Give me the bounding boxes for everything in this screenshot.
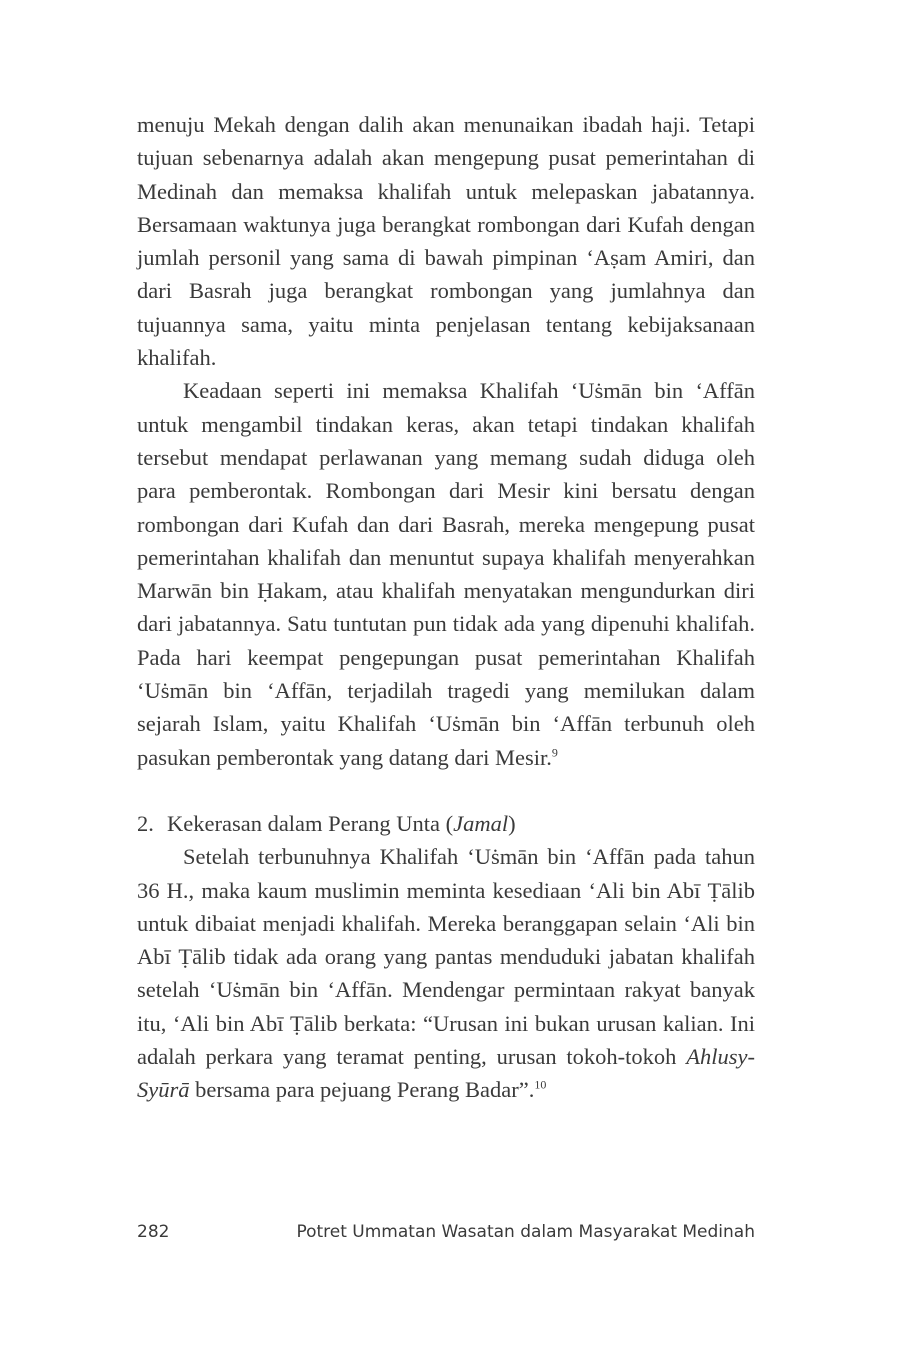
section-heading-close: )	[508, 810, 516, 836]
section-heading	[137, 807, 755, 840]
section-heading-text: Kekerasan dalam Perang Unta (	[167, 810, 454, 836]
paragraph-2-text: Keadaan seperti ini memaksa Khalifah ‘Uṡmān bin ‘Affān untuk mengambil tindakan keras, akan tetapi tindakan khalifah tersebut mendapat perlawanan yang memang sudah diduga oleh para pemberontak. Rombongan dari Mesir kini bersatu dengan rombongan dari Kufah dan dari Basrah, mereka mengepung pusat pemerintahan khalifah dan menuntut supaya khalifah menyerahkan Marwān bin Ḥakam, atau khalifah menyatakan mengundurkan diri dari jabatannya. Satu tuntutan pun tidak ada yang dipenuhi khalifah. Pada hari keempat pengepungan pusat pemerintahan Khalifah ‘Uṡmān bin ‘Affān, terjadilah tragedi yang memilukan dalam sejarah Islam, yaitu Khalifah ‘Uṡmān bin ‘Affān terbunuh oleh pasukan pemberontak yang datang dari Mesir.	[137, 378, 755, 770]
page-number: 282	[137, 1222, 170, 1242]
paragraph-3-italic-term: Ahlusy-Syūrā	[137, 1044, 755, 1103]
paragraph-1	[137, 108, 755, 374]
paragraph-2	[137, 374, 755, 774]
paragraph-3-text-a: Setelah terbunuhnya Khalifah ‘Uṡmān bin ‘Affān pada tahun 36 H., maka kaum muslimin meminta kesediaan ‘Ali bin Abī Ṭālib untuk dibaiat menjadi khalifah. Mereka beranggapan selain ‘Ali bin Abī Ṭālib tidak ada orang yang pantas menduduki jabatan khalifah setelah ‘Uṡmān bin ‘Affān. Mendengar permintaan rakyat banyak itu, ‘Ali bin Abī Ṭālib berkata: “Urusan ini bukan urusan kalian. Ini adalah perkara yang teramat penting, urusan tokoh-tokoh	[137, 844, 755, 1070]
paragraph-1-text: menuju Mekah dengan dalih akan menunaikan ibadah haji. Tetapi tujuan sebenarnya adalah akan mengepung pusat pemerintahan di Medinah dan memaksa khalifah untuk melepaskan jabatannya. Bersamaan waktunya juga berangkat rombongan dari Kufah dengan jumlah personil yang sama di bawah pimpinan ‘Aṣam Amiri, dan dari Basrah juga berangkat rombongan yang jumlahnya dan tujuannya sama, yaitu minta penjelasan tentang kebijaksanaan khalifah.	[137, 112, 755, 371]
running-title: Potret Ummatan Wasatan dalam Masyarakat Medinah	[296, 1222, 755, 1242]
footnote-ref-9: 9	[551, 745, 558, 760]
footnote-ref-10: 10	[534, 1077, 547, 1092]
paragraph-3	[137, 840, 755, 1106]
section-heading-italic: Jamal	[453, 810, 509, 836]
paragraph-3-text-b: bersama para pejuang Perang Badar”.	[189, 1077, 535, 1103]
page-body	[137, 108, 755, 1107]
section-heading-number: 2.	[137, 810, 154, 836]
